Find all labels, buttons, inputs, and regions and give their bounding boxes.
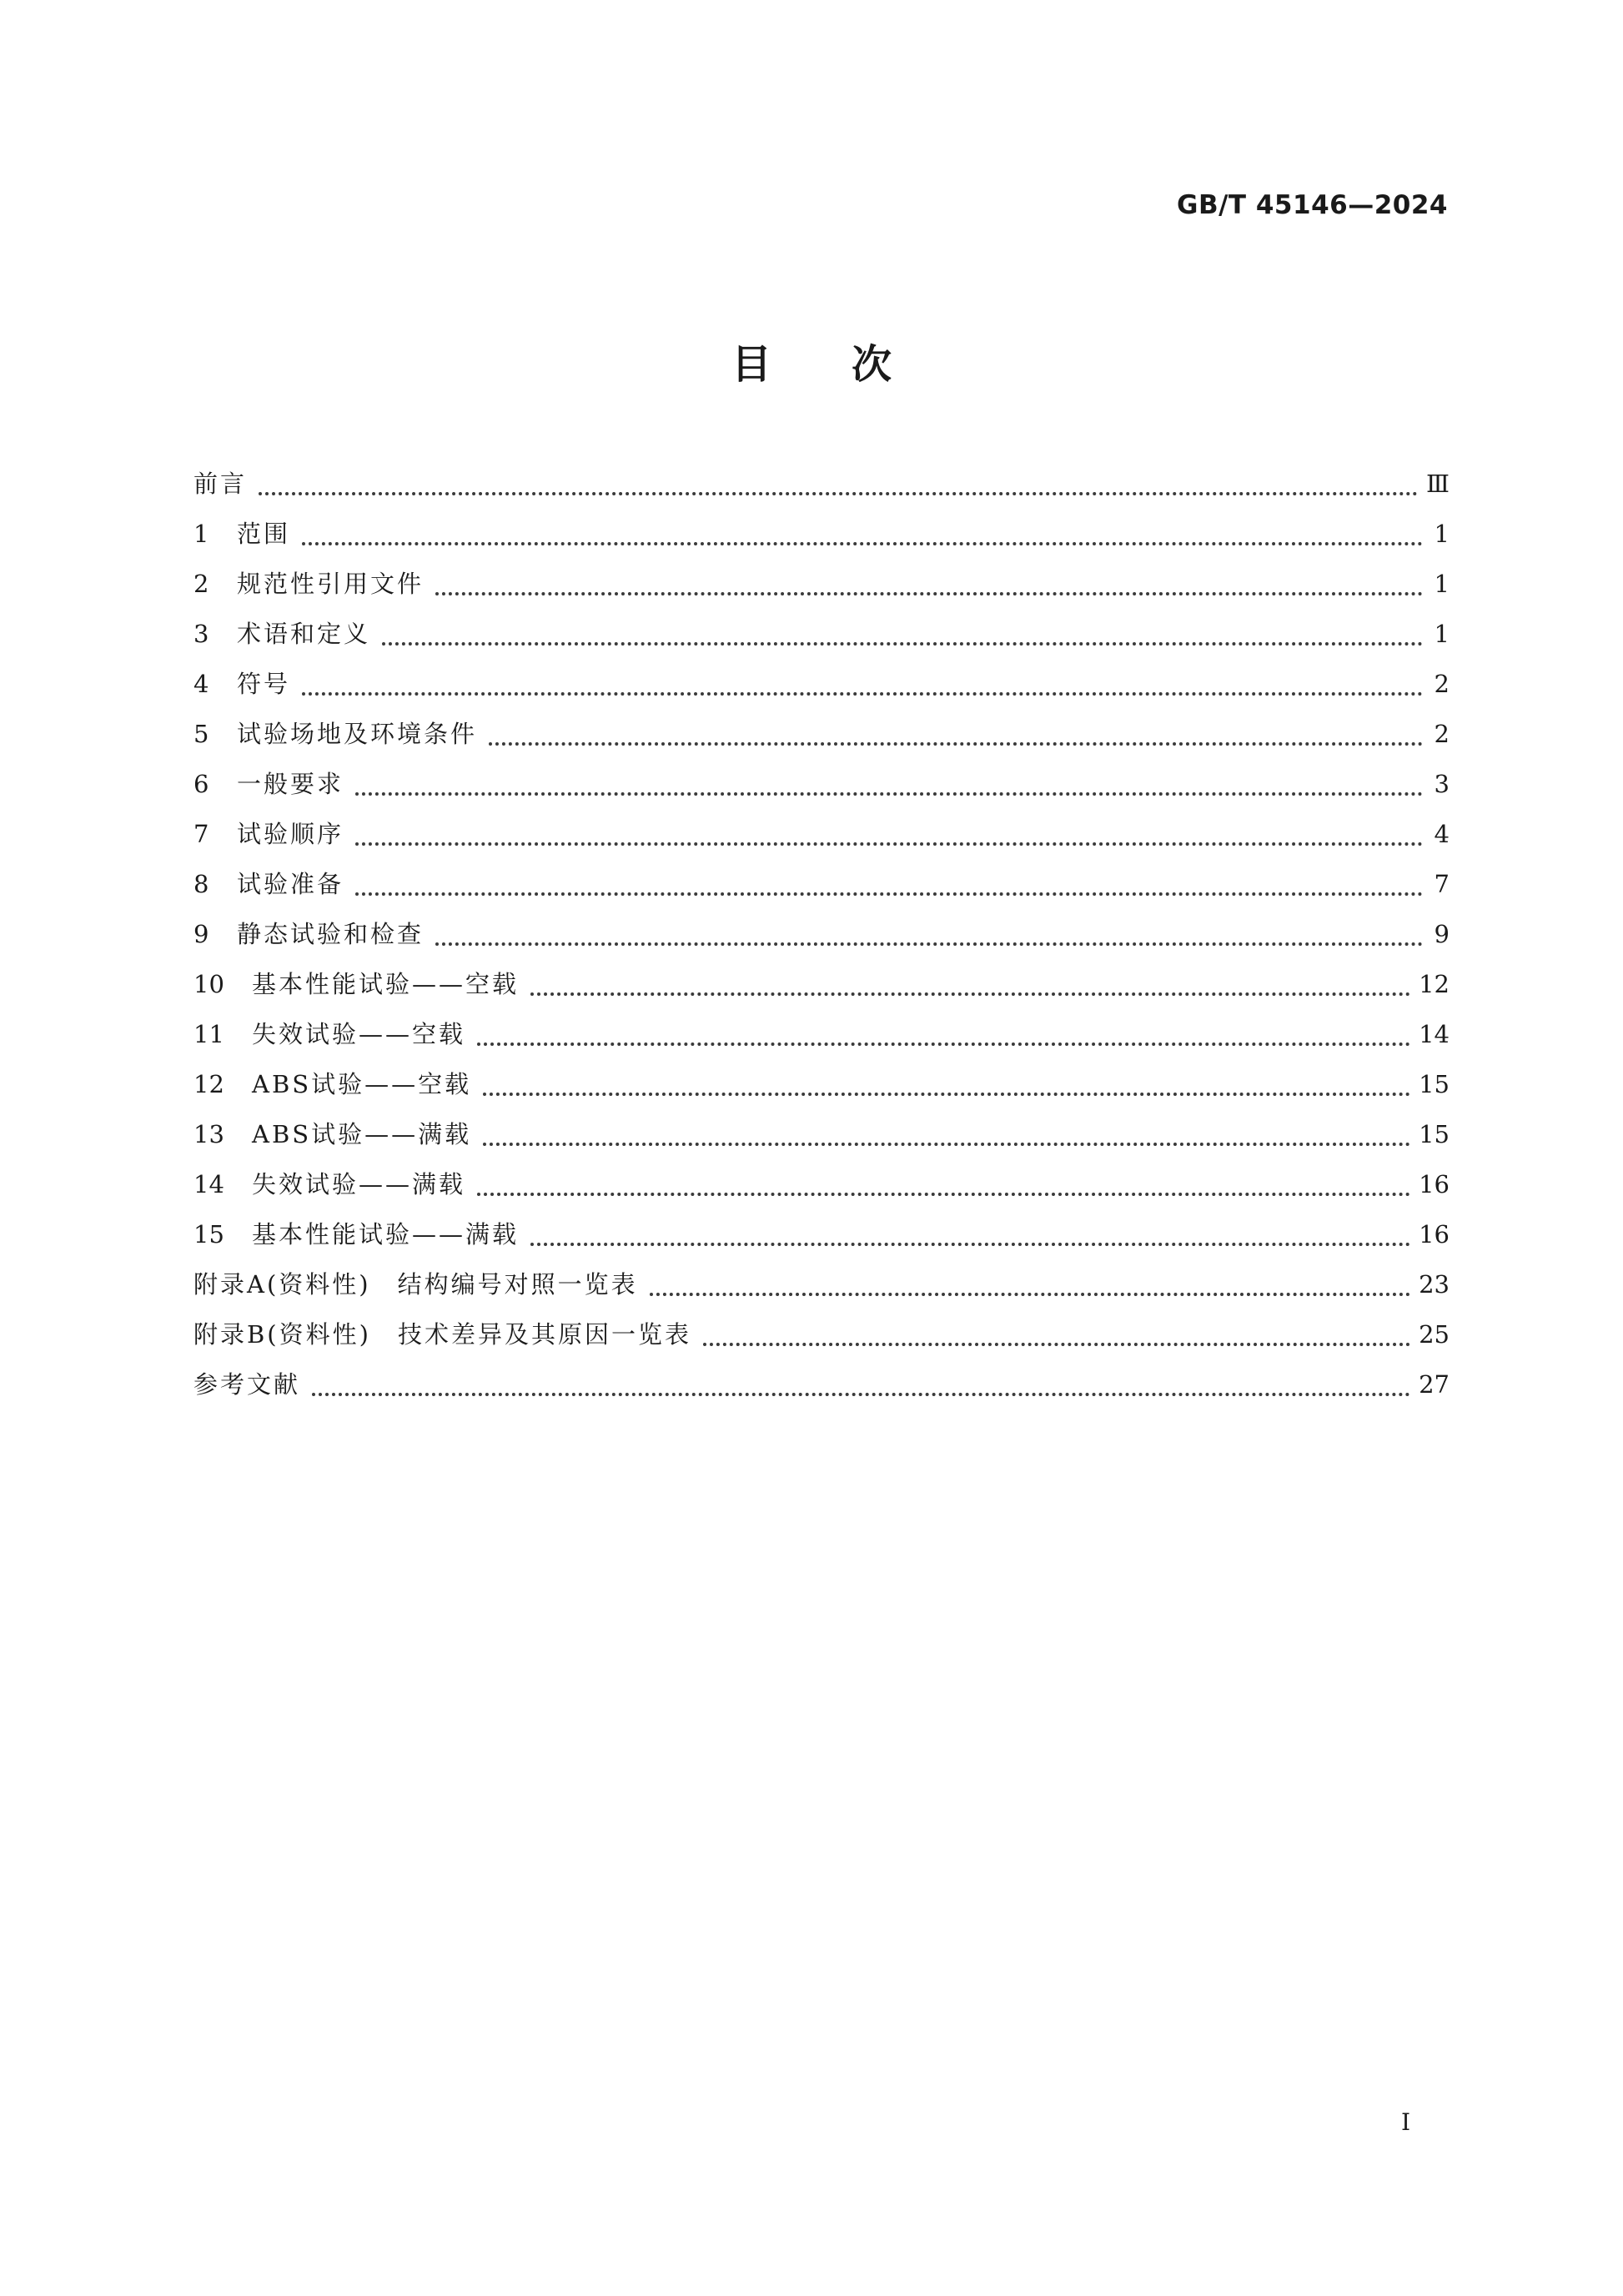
dot-leader xyxy=(477,1042,1410,1046)
toc-entry-failure-unladen[interactable] xyxy=(193,1009,1450,1059)
toc-entry-number: 5 xyxy=(193,720,209,748)
toc-entry-test-sequence[interactable] xyxy=(193,809,1450,859)
toc-entry-basic-performance-unladen[interactable] xyxy=(193,959,1450,1009)
toc-entry-number: 15 xyxy=(193,1220,224,1248)
dot-leader xyxy=(483,1093,1410,1096)
dot-leader xyxy=(355,842,1423,846)
toc-entry-title: 参考文献 xyxy=(193,1370,301,1399)
toc-entry-foreword[interactable] xyxy=(193,459,1450,509)
toc-entry-number: 9 xyxy=(193,920,209,948)
toc-entry-title: 附录A(资料性) 结构编号对照一览表 xyxy=(193,1270,638,1299)
dot-leader xyxy=(302,542,1423,545)
toc-entry-title: 范围 xyxy=(237,520,291,548)
toc-entry-test-site-conditions[interactable] xyxy=(193,709,1450,759)
toc-entry-page: 15 xyxy=(1419,1070,1450,1098)
toc-entry-title: 试验顺序 xyxy=(237,820,344,848)
toc-entry-page: 2 xyxy=(1434,720,1450,748)
toc-entry-number: 10 xyxy=(193,970,224,998)
toc-entry-number: 7 xyxy=(193,820,209,848)
toc-entry-title: 符号 xyxy=(237,670,291,698)
toc-entry-test-preparation[interactable] xyxy=(193,859,1450,909)
toc-entry-number: 13 xyxy=(193,1120,224,1148)
toc-entry-title: 附录B(资料性) 技术差异及其原因一览表 xyxy=(193,1320,691,1349)
toc-entry-title: 失效试验——满载 xyxy=(252,1170,466,1198)
toc-entry-title: ABS试验——满载 xyxy=(252,1120,472,1148)
toc-entry-basic-performance-laden[interactable] xyxy=(193,1209,1450,1259)
dot-leader xyxy=(477,1193,1410,1196)
toc-entry-abs-unladen[interactable] xyxy=(193,1059,1450,1109)
toc-entry-page: 1 xyxy=(1434,570,1450,598)
toc-entry-number: 1 xyxy=(193,520,209,548)
toc-entry-number: 3 xyxy=(193,620,209,648)
toc-entry-page: 9 xyxy=(1434,920,1450,948)
dot-leader xyxy=(382,642,1423,646)
toc-entry-number: 4 xyxy=(193,670,209,698)
toc-entry-title: 失效试验——空载 xyxy=(252,1020,466,1048)
dot-leader xyxy=(355,792,1423,796)
toc-entry-general-requirements[interactable] xyxy=(193,759,1450,809)
toc-entry-page: Ⅲ xyxy=(1426,470,1450,498)
toc-entry-title: 一般要求 xyxy=(237,770,344,798)
toc-entry-page: 12 xyxy=(1419,970,1450,998)
toc-entry-number: 14 xyxy=(193,1170,224,1198)
document-code: GB/T 45146—2024 xyxy=(1177,190,1448,220)
toc-entry-number: 8 xyxy=(193,870,209,898)
toc-entry-symbols[interactable] xyxy=(193,659,1450,709)
toc-entry-page: 2 xyxy=(1434,670,1450,698)
toc-entry-page: 16 xyxy=(1419,1170,1450,1198)
dot-leader xyxy=(435,942,1423,946)
toc-entry-page: 7 xyxy=(1434,870,1450,898)
toc-entry-appendix-a[interactable] xyxy=(193,1259,1450,1309)
toc-entry-page: 4 xyxy=(1434,820,1450,848)
dot-leader xyxy=(302,692,1423,696)
dot-leader xyxy=(312,1393,1410,1396)
toc-entry-appendix-b[interactable] xyxy=(193,1309,1450,1359)
toc-entry-title: 基本性能试验——满载 xyxy=(252,1220,520,1248)
toc-entry-page: 15 xyxy=(1419,1120,1450,1148)
toc-entry-title: 术语和定义 xyxy=(237,620,371,648)
toc-entry-page: 16 xyxy=(1419,1220,1450,1248)
toc-entry-page: 1 xyxy=(1434,620,1450,648)
dot-leader xyxy=(650,1293,1411,1296)
dot-leader xyxy=(489,742,1423,746)
toc-entry-static-tests[interactable] xyxy=(193,909,1450,959)
dot-leader xyxy=(435,592,1423,595)
toc-entry-page: 14 xyxy=(1419,1020,1450,1048)
toc-entry-normative-references[interactable] xyxy=(193,559,1450,609)
toc-entry-number: 11 xyxy=(193,1020,224,1048)
dot-leader xyxy=(355,892,1423,896)
toc-entry-number: 6 xyxy=(193,770,209,798)
toc-entry-title: 试验准备 xyxy=(237,870,344,898)
toc-entry-page: 25 xyxy=(1419,1320,1450,1349)
toc-entry-page: 3 xyxy=(1434,770,1450,798)
toc-entry-bibliography[interactable] xyxy=(193,1359,1450,1409)
dot-leader xyxy=(530,1243,1410,1246)
toc-entry-page: 1 xyxy=(1434,520,1450,548)
toc-entry-number: 12 xyxy=(193,1070,224,1098)
toc-entry-number: 2 xyxy=(193,570,209,598)
toc-entry-title: ABS试验——空载 xyxy=(252,1070,472,1098)
toc-list xyxy=(193,459,1450,1409)
toc-entry-terms-definitions[interactable] xyxy=(193,609,1450,659)
toc-entry-title: 试验场地及环境条件 xyxy=(237,720,478,748)
toc-entry-title: 规范性引用文件 xyxy=(237,570,425,598)
toc-entry-title: 前言 xyxy=(193,470,248,498)
dot-leader xyxy=(703,1343,1410,1346)
toc-entry-page: 23 xyxy=(1419,1270,1450,1299)
toc-entry-scope[interactable] xyxy=(193,509,1450,559)
dot-leader xyxy=(483,1143,1410,1146)
toc-entry-title: 基本性能试验——空载 xyxy=(252,970,520,998)
toc-entry-page: 27 xyxy=(1419,1370,1450,1399)
toc-entry-title: 静态试验和检查 xyxy=(237,920,425,948)
toc-title: 目次 xyxy=(731,341,972,388)
toc-entry-failure-laden[interactable] xyxy=(193,1159,1450,1209)
toc-entry-abs-laden[interactable] xyxy=(193,1109,1450,1159)
dot-leader xyxy=(530,992,1410,996)
dot-leader xyxy=(259,492,1418,495)
page-number: I xyxy=(1400,2108,1410,2136)
